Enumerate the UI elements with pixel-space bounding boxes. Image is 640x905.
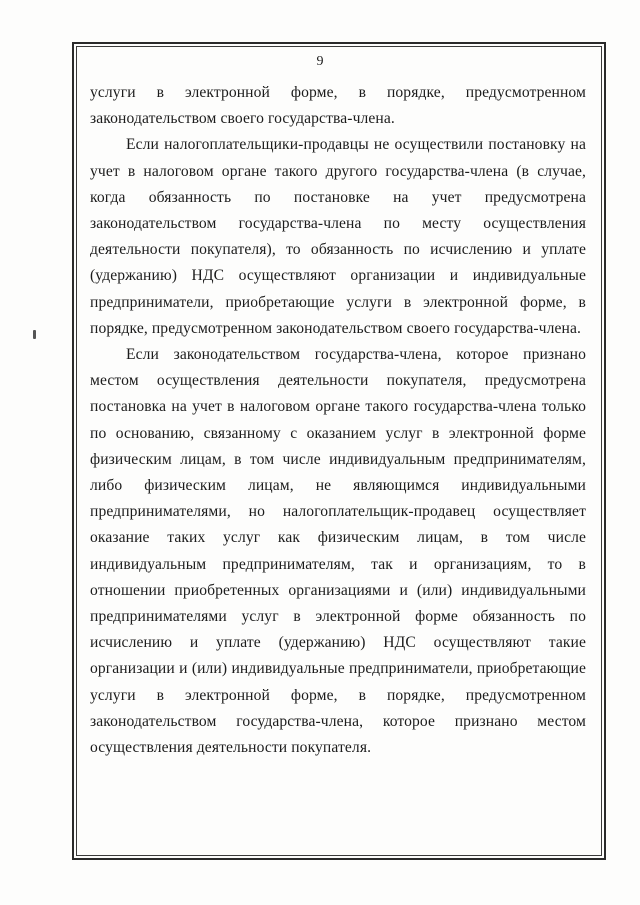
paragraph-legislation: Если законодательством государства-члена, которое признано местом осуществления деятельности покупателя, предусмотрена постановка на учет в налоговом органе такого государства-члена только по основанию, связанному с оказанием услуг в электронной форме физическим лицам, в том числе индивидуальным предпринимателям, либо физическим лицам, не являющимся индивидуальными предпринимателями, но налогоплательщик-продавец осуществляет оказание таких услуг как физическим лицам, в том числе индивидуальным предпринимателям, так и организациям, то в отношении приобретенных организациями и (или) индивидуальными предпринимателями услуг в электронной форме обязанность по исчислению и уплате (удержанию) НДС осуществляют такие организации и (или) индивидуальные предприниматели, приобретающие услуги в электронной форме, в порядке, предусмотренном законодательством государства-члена, которое признано местом осуществления деятельности покупателя.: [90, 346, 586, 757]
document-body: [90, 80, 586, 761]
scan-mark: [33, 330, 36, 339]
paragraph-continuation: услуги в электронной форме, в порядке, предусмотренном законодательством своего государства-члена.: [90, 84, 586, 128]
paragraph-registration: Если налогоплательщики-продавцы не осуществили постановку на учет в налоговом органе такого другого государства-члена (в случае, когда обязанность по постановке на учет предусмотрена законодательством государства-члена по месту осуществления деятельности покупателя), то обязанность по исчислению и уплате (удержанию) НДС осуществляют организации и индивидуальные предприниматели, приобретающие услуги в электронной форме, в порядке, предусмотренном законодательством своего государства-члена.: [90, 136, 586, 337]
page-number: 9: [316, 54, 324, 69]
